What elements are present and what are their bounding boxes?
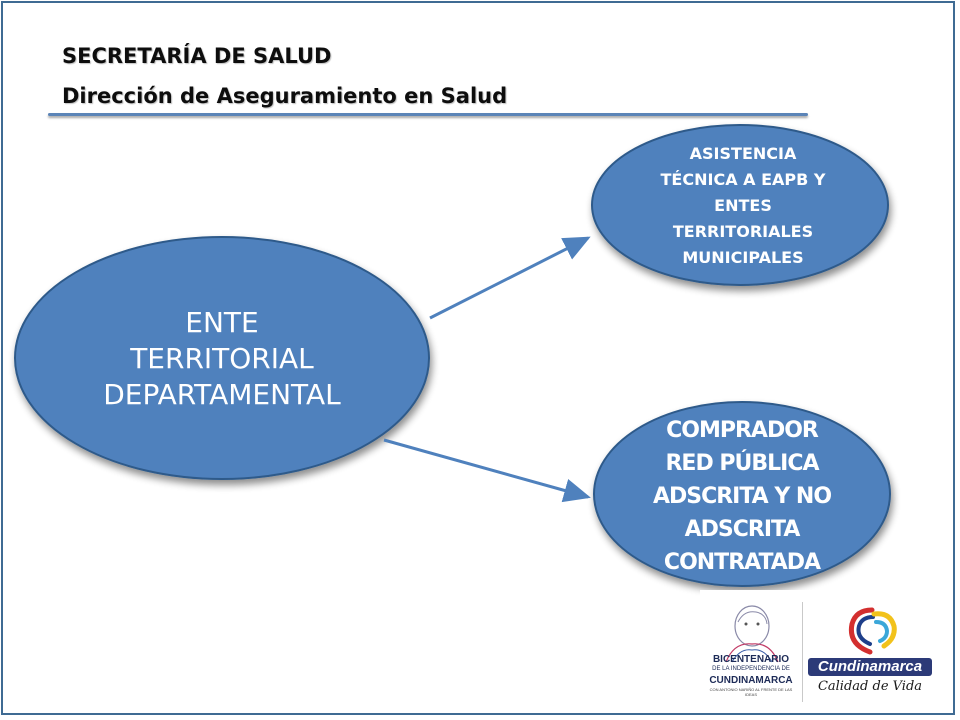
cundinamarca-name: Cundinamarca [808, 658, 932, 676]
arrow-to-asistencia [430, 238, 588, 318]
node-bottom-line: COMPRADOR [666, 417, 818, 443]
node-main-line: ENTE [185, 306, 259, 339]
node-bottom-line: RED PÚBLICA [665, 450, 819, 476]
page-subtitle: Dirección de Aseguramiento en Salud [62, 84, 508, 108]
node-main-line: DEPARTAMENTAL [103, 378, 341, 411]
node-top-line: MUNICIPALES [682, 248, 804, 267]
node-top-text [600, 136, 886, 276]
arrow-to-comprador [384, 440, 588, 497]
cundinamarca-slogan: Calidad de Vida [817, 679, 923, 694]
page-title: SECRETARÍA DE SALUD [62, 44, 332, 68]
bicentenario-note: CON ANTONIO NARIÑO AL FRENTE DE LAS IDEAS [709, 687, 793, 697]
node-top-line: TÉCNICA A EAPB Y [660, 170, 826, 189]
logos-panel [700, 590, 934, 708]
node-top-line: ENTES [714, 196, 772, 215]
node-main-text [22, 296, 422, 422]
bicentenario-title: BICENTENARIO [712, 654, 790, 665]
node-main-line: TERRITORIAL [130, 342, 314, 375]
bicentenario-name: CUNDINAMARCA [709, 675, 793, 686]
node-top-line: TERRITORIALES [672, 222, 814, 241]
node-bottom-text [596, 408, 888, 584]
node-top-line: ASISTENCIA [689, 144, 797, 163]
node-bottom-line: CONTRATADA [663, 549, 821, 575]
cundinamarca-swirl-logo [840, 604, 902, 656]
bicentenario-subtitle: DE LA INDEPENDENCIA DE [712, 666, 790, 672]
logo-divider [802, 602, 803, 702]
node-bottom-line: ADSCRITA Y NO [652, 483, 832, 509]
node-bottom-line: ADSCRITA [684, 516, 800, 542]
